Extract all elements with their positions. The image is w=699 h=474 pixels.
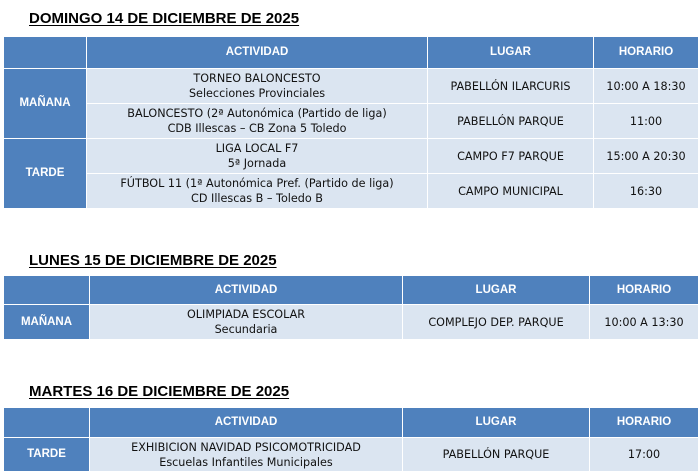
place-cell: CAMPO F7 PARQUE (428, 139, 594, 174)
table-row (4, 69, 699, 104)
time-cell: 11:00 (594, 104, 699, 139)
activity-cell (87, 174, 428, 209)
header-period (4, 408, 90, 438)
header-activity: ACTIVIDAD (90, 276, 403, 305)
header-time: HORARIO (590, 276, 699, 305)
time-cell: 16:30 (594, 174, 699, 209)
place-cell: CAMPO MUNICIPAL (428, 174, 594, 209)
activity-cell (87, 139, 428, 174)
day-title-domingo: DOMINGO 14 DE DICIEMBRE DE 2025 (29, 10, 300, 27)
header-place: LUGAR (428, 37, 594, 69)
header-period (4, 276, 90, 305)
period-label: MAÑANA (4, 305, 90, 340)
header-time: HORARIO (590, 408, 699, 438)
activity-subtitle: Secundaria (214, 323, 278, 336)
table-row (4, 438, 699, 472)
time-cell: 10:00 A 13:30 (590, 305, 699, 340)
activity-title: OLIMPIADA ESCOLAR (186, 308, 306, 321)
activity-cell (87, 104, 428, 139)
header-place: LUGAR (403, 276, 590, 305)
table-header-row (4, 37, 699, 69)
header-period (4, 37, 87, 69)
place-cell: COMPLEJO DEP. PARQUE (403, 305, 590, 340)
time-cell: 15:00 A 20:30 (594, 139, 699, 174)
table-header-row (4, 408, 699, 438)
header-place: LUGAR (403, 408, 590, 438)
day-title-lunes: LUNES 15 DE DICIEMBRE DE 2025 (29, 252, 277, 269)
activity-subtitle: 5ª Jornada (227, 157, 287, 170)
activity-title: FÚTBOL 11 (1ª Autonómica Pref. (Partido de liga) (120, 177, 394, 190)
header-time: HORARIO (594, 37, 699, 69)
activity-subtitle: CDB Illescas – CB Zona 5 Toledo (167, 122, 347, 135)
activity-subtitle: Escuelas Infantiles Municipales (159, 455, 333, 469)
place-cell: PABELLÓN ILARCURIS (428, 69, 594, 104)
period-label: MAÑANA (4, 69, 87, 139)
activity-cell (90, 438, 403, 472)
activity-title: BALONCESTO (2ª Autonómica (Partido de liga) (127, 107, 387, 120)
activity-title: EXHIBICION NAVIDAD PSICOMOTRICIDAD (131, 440, 361, 454)
table-row (4, 104, 699, 139)
period-label: TARDE (4, 438, 90, 472)
activity-title: LIGA LOCAL F7 (215, 142, 299, 155)
activity-cell (90, 305, 403, 340)
schedule-table-domingo (3, 36, 699, 209)
period-label: TARDE (4, 139, 87, 209)
time-cell: 10:00 A 18:30 (594, 69, 699, 104)
table-row (4, 174, 699, 209)
header-activity: ACTIVIDAD (87, 37, 428, 69)
table-row (4, 139, 699, 174)
place-cell: PABELLÓN PARQUE (428, 104, 594, 139)
table-row (4, 305, 699, 340)
schedule-table-martes (3, 407, 699, 472)
place-cell: PABELLÓN PARQUE (403, 438, 590, 472)
header-activity: ACTIVIDAD (90, 408, 403, 438)
day-title-martes: MARTES 16 DE DICIEMBRE DE 2025 (29, 383, 290, 400)
activity-subtitle: CD Illescas B – Toledo B (191, 192, 323, 205)
activity-cell (87, 69, 428, 104)
time-cell: 17:00 (590, 438, 699, 472)
schedule-table-lunes (3, 275, 699, 340)
activity-title: TORNEO BALONCESTO (193, 72, 321, 85)
table-header-row (4, 276, 699, 305)
activity-subtitle: Selecciones Provinciales (188, 87, 326, 100)
